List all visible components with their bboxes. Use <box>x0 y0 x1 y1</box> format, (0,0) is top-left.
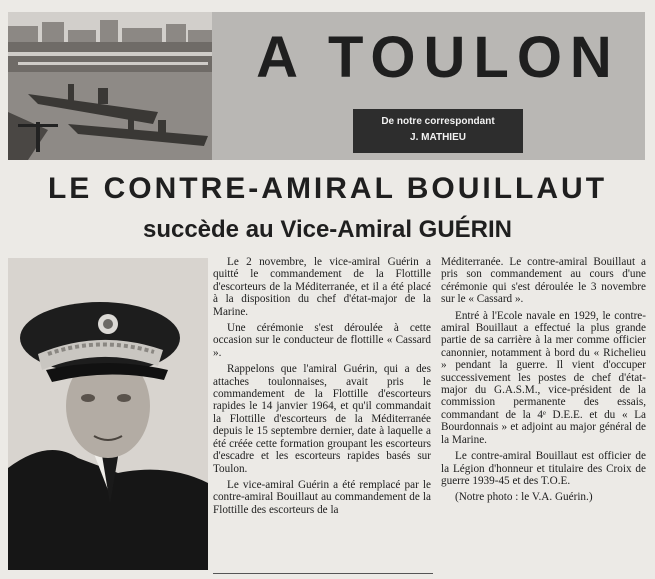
page-title: A TOULON <box>256 25 620 90</box>
article-column-2 <box>441 256 646 508</box>
harbor-photo <box>8 12 212 160</box>
portrait-photo <box>8 258 208 570</box>
header-banner <box>8 12 645 160</box>
paragraph: Entré à l'Ecole navale en 1929, le contre-amiral Bouillaut a effectué la plus grande partie de sa carrière à la mer comme officier canonnier, notamment à bord du « Richelieu » pendant la guerre. Il vient d'occuper successivement les postes de chef d'état-major du G.A.S.M., vice-président de la commission permanente des essais, commandant de la 4ᵉ D.E.E. et du « La Bourdonnais » et adjoint au major général de la Marine. <box>441 309 646 446</box>
paragraph: Le contre-amiral Bouillaut est officier de la Légion d'honneur et titulaire des Croix de guerre 1939-45 et des T.O.E. <box>441 450 646 487</box>
paragraph: Le 2 novembre, le vice-amiral Guérin a quitté le commandement de la Flottille d'escorteurs de la Méditerranée, et il a été placé à la disposition du chef d'état-major de la Marine. <box>213 256 431 318</box>
byline-box <box>353 109 523 153</box>
divider <box>213 573 433 574</box>
byline-author: J. MATHIEU <box>410 132 466 143</box>
article-column-1 <box>213 256 431 520</box>
paragraph: Méditerranée. Le contre-amiral Bouillaut a pris son commandement au cours d'une cérémonie qui s'est déroulée le 3 novembre sur le « Cassard ». <box>441 256 646 306</box>
paragraph: Rappelons que l'amiral Guérin, qui a des attaches toulonnaises, avait pris le commandement de la Flottille d'escorteurs rapides le 14 janvier 1964, et qu'il commandait la Flottille d'escorteurs de la Méditerranée depuis le 15 septembre dernier, date à laquelle a été créée cette formation groupant les escorteurs d'escadre et les escorteurs rapides basés sur Toulon. <box>213 363 431 475</box>
photo-caption: (Notre photo : le V.A. Guérin.) <box>455 491 593 504</box>
byline-line1: De notre correspondant <box>381 116 495 127</box>
paragraph: Le vice-amiral Guérin a été remplacé par le contre-amiral Bouillaut au commandement de la Flottille des escorteurs de la <box>213 478 431 516</box>
headline-sub: succède au Vice-Amiral GUÉRIN <box>142 216 513 243</box>
paragraph: Une cérémonie s'est déroulée à cette occasion sur le conducteur de flottille « Cassard ». <box>213 322 431 359</box>
headline-main: LE CONTRE-AMIRAL BOUILLAUT <box>47 172 608 205</box>
